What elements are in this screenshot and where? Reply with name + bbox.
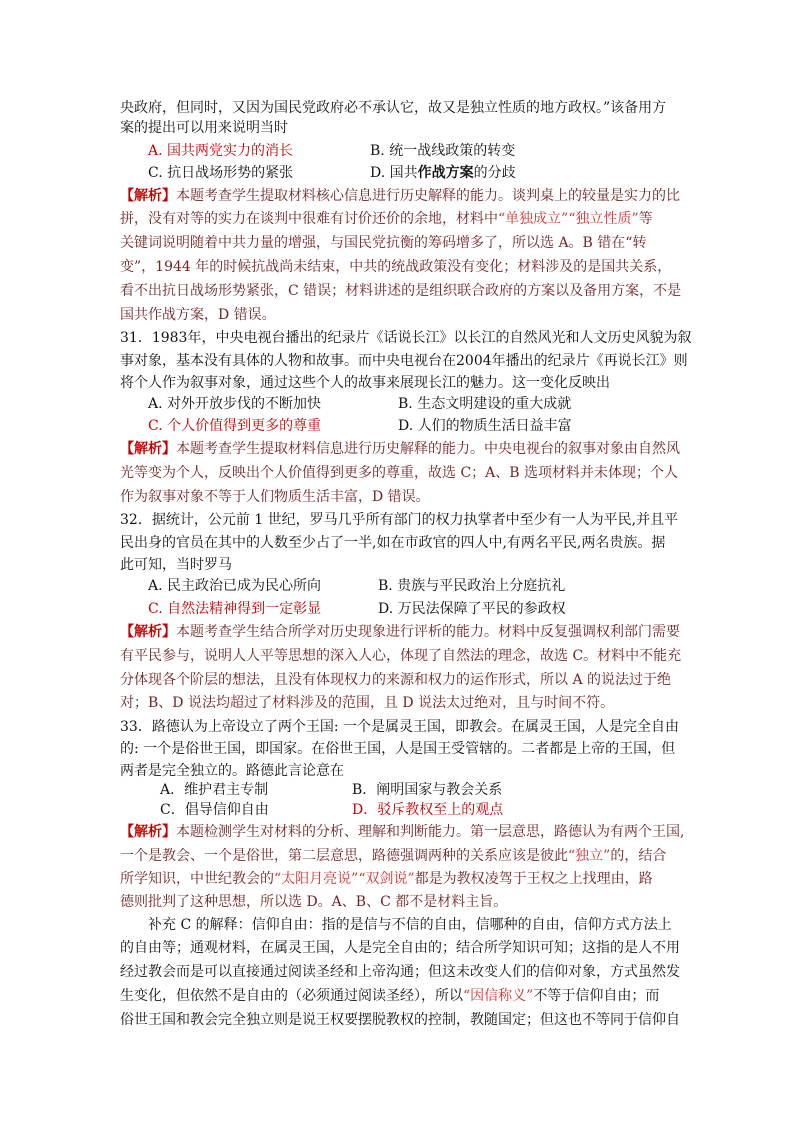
q30-option-d-bold: 作战方案: [417, 165, 474, 181]
supplement-line-5: 俗世王国和教会完全独立则是说王权要摆脱教权的控制，教随国定；但这也不等同于信仰自: [120, 1012, 680, 1028]
analysis-text: 等: [638, 211, 653, 227]
q33-option-row-1: [0, 780, 794, 800]
q31-option-a: A. 对外开放步伐的不断加快: [148, 396, 322, 412]
q32-option-a: A. 民主政治已成为民心所向: [148, 578, 322, 594]
q31-stem-line-2: 事对象，基本没有具体的人物和故事。而中央电视台在2004年播出的纪录片《再说长江》则: [120, 353, 688, 369]
analysis-text: 所学知识，中世纪教会的: [120, 871, 274, 887]
supplement-text: 生变化，但依然不是自由的（必须通过阅读圣经），所以: [120, 988, 463, 1004]
supplement-line-3: 经过教会而是可以直接通过阅读圣经和上帝沟通；但这未改变人们的信仰对象，方式虽然发: [120, 964, 680, 980]
q32-analysis-line-3: 分体现各个阶层的想法，且没有体现权力的来源和权力的运作形式，所以 A 的说法过于绝: [120, 672, 672, 688]
q32-option-row-1: [0, 576, 794, 596]
q31-analysis-line-1: [120, 439, 680, 459]
analysis-text: 一个是教会、一个是俗世，第二层意思，路德强调两种的关系应该是彼此: [120, 848, 568, 864]
q30-option-row-1: [0, 141, 794, 161]
q32-analysis-text: 本题考查学生结合所学对历史现象进行评析的能力。材料中反复强调权利部门需要: [176, 624, 680, 640]
q30-analysis-line-2: [120, 209, 653, 229]
q33-option-row-2: [0, 800, 794, 820]
q31-option-b: B. 生态文明建设的重大成就: [398, 396, 572, 412]
analysis-highlight: “独立”: [568, 848, 611, 864]
q32-analysis-label: 【解析】: [120, 624, 176, 640]
q30-analysis-line-5: 看不出抗日战场形势紧张，C 错误；材料讲述的是组织联合政府的方案以及备用方案，不是: [120, 283, 682, 299]
analysis-text: 拼，没有对等的实力在谈判中很难有讨价还价的余地，材料中: [120, 211, 498, 227]
q30-stem-line-2: 案的提出可以用来说明当时: [120, 120, 288, 136]
q32-option-d: D. 万民法保障了平民的参政权: [378, 601, 566, 617]
q31-stem-line-1: 31．1983年，中央电视台播出的纪录片《话说长江》以长江的自然风光和人文历史风貌为叙: [120, 330, 692, 346]
q30-stem-line-1: 央政府，但同时，又因为国民党政府必不承认它，故又是独立性质的地方政权。”该备用方: [120, 100, 667, 116]
q30-analysis-text: 本题考查学生提取材料核心信息进行历史解释的能力。谈判桌上的较量是实力的比: [176, 188, 680, 204]
q32-stem-line-3: 此可知，当时罗马: [120, 557, 232, 573]
q31-option-row-1: [0, 394, 794, 414]
analysis-highlight: “单独成立”“独立性质”: [498, 211, 639, 227]
supplement-line-1: 补充 C 的解释：信仰自由：指的是信与不信的自由，信哪种的自由，信仰方式方法上: [148, 917, 672, 933]
q30-option-row-2: [0, 163, 794, 183]
q30-analysis-line-4: 变”，1944 年的时候抗战尚未结束，中共的统战政策没有变化；材料涉及的是国共关系，: [120, 259, 672, 275]
analysis-highlight: “太阳月亮说”“双剑说”: [274, 871, 415, 887]
q30-option-d: [370, 163, 516, 183]
q33-analysis-text: 本题检测学生对材料的分析、理解和判断能力。第一层意思，路德认为有两个王国,: [176, 824, 685, 840]
q33-analysis-line-1: [120, 822, 684, 842]
q31-analysis-text: 本题考查学生提取材料信息进行历史解释的能力。中央电视台的叙事对象由自然风: [176, 441, 680, 457]
analysis-text: 都是为教权凌驾于王权之上找理由，路: [414, 871, 653, 887]
q32-analysis-line-1: [120, 622, 680, 642]
q32-option-row-2: [0, 599, 794, 619]
q32-analysis-line-2: 有平民参与，说明人人平等思想的深入人心，体现了自然法的理念，故选 C。材料中不能充: [120, 648, 682, 664]
q30-option-c: C. 抗日战场形势的紧张: [148, 165, 294, 181]
q33-option-b: B．阐明国家与教会关系: [352, 782, 503, 798]
q31-stem-line-3: 将个人作为叙事对象，通过这些个人的故事来展现长江的魅力。这一变化反映出: [120, 375, 610, 391]
q30-analysis-line-1: [120, 186, 680, 206]
q30-option-a: A. 国共两党实力的消长: [148, 143, 294, 159]
q30-analysis-line-6: 国共作战方案，D 错误。: [120, 307, 276, 323]
q32-option-b: B. 贵族与平民政治上分庭抗礼: [378, 578, 566, 594]
q31-analysis-line-2: 光等变为个人，反映出个人价值得到更多的尊重，故选 C；A、B 选项材料并未体现；个人: [120, 465, 679, 481]
q32-analysis-line-4: 对；B、D 说法均超过了材料涉及的范围，且 D 说法太过绝对，且与时间不符。: [120, 695, 615, 711]
q33-option-d: D．驳斥教权至上的观点: [352, 802, 504, 818]
q32-stem-line-2: 民出身的官员在其中的人数至少占了一半,如在市政官的四人中,有两名平民,两名贵族。据: [120, 535, 666, 551]
q31-analysis-label: 【解析】: [120, 441, 176, 457]
supplement-highlight: “因信称义”: [463, 988, 534, 1004]
q33-option-a: A．维护君主专制: [160, 782, 269, 798]
q31-option-d: D. 人们的物质生活日益丰富: [398, 418, 572, 434]
analysis-text: 的，结合: [610, 848, 667, 864]
supplement-text: 不等于信仰自由；而: [533, 988, 660, 1004]
q32-option-c: C. 自然法精神得到一定彰显: [148, 601, 322, 617]
q31-option-c: C. 个人价值得到更多的尊重: [148, 418, 322, 434]
q33-stem-line-1: 33．路德认为上帝设立了两个王国: 一个是属灵王国，即教会。在属灵王国，人是完全自由: [120, 719, 679, 735]
q30-option-d-prefix: D. 国共: [370, 165, 418, 181]
q33-analysis-line-4: 德则批判了这种思想，所以选 D。A、B、C 都不是材料主旨。: [120, 894, 508, 910]
q32-stem-line-1: 32．据统计，公元前 1 世纪，罗马几乎所有部门的权力执掌者中至少有一人为平民,并且平: [120, 512, 679, 528]
q33-analysis-line-3: [120, 869, 653, 889]
q33-option-c: C．倡导信仰自由: [160, 802, 269, 818]
q33-analysis-line-2: [120, 846, 666, 866]
supplement-line-2: 的自由等；通观材料，在属灵王国，人是完全自由的；结合所学知识可知；这指的是人不用: [120, 940, 680, 956]
q33-stem-line-3: 两者是完全独立的。路德此言论意在: [120, 763, 344, 779]
q30-analysis-label: 【解析】: [120, 188, 176, 204]
q31-analysis-line-3: 作为叙事对象不等于人们物质生活丰富，D 错误。: [120, 489, 430, 505]
q30-analysis-line-3: 关键词说明随着中共力量的增强，与国民党抗衡的筹码增多了，所以选 A。B 错在“转: [120, 235, 647, 251]
q31-option-row-2: [0, 416, 794, 436]
q30-option-b: B. 统一战线政策的转变: [370, 143, 516, 159]
q33-stem-line-2: 的: 一个是俗世王国，即国家。在俗世王国，人是国王受管辖的。二者都是上帝的王国，但: [120, 741, 676, 757]
supplement-line-4: [120, 986, 659, 1006]
q30-option-d-suffix: 的分歧: [473, 165, 516, 181]
q33-analysis-label: 【解析】: [120, 824, 176, 840]
